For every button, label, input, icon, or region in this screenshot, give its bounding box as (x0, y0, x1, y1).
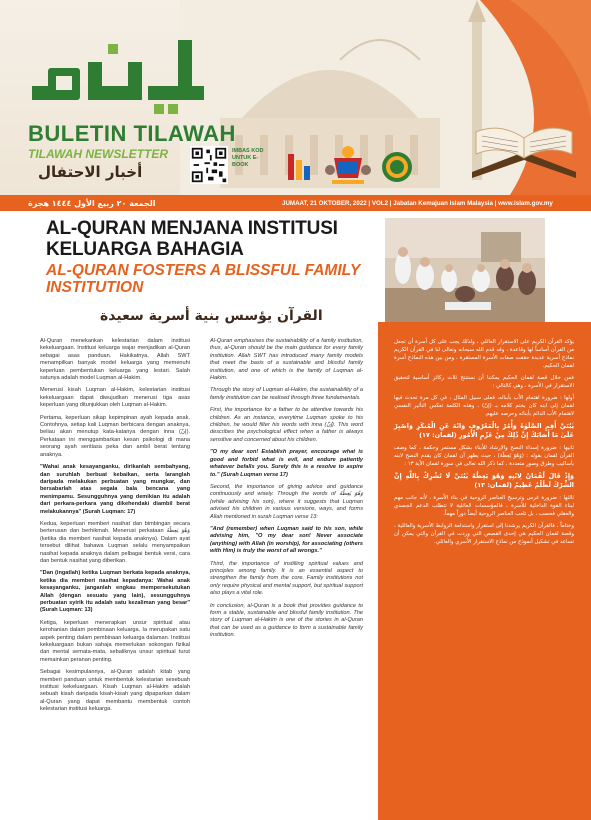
family-photo (385, 218, 545, 322)
paragraph: Third, the importance of instilling spiritual values and principles among family. It is an essential aspect to strengthen the family from the core. Family institutions not only require physical and mental support, but spiritual support also plays a vital role. (210, 560, 363, 597)
paragraph: Kedua, keperluan memberi nasihat dan bimbingan secara berterusan dan berhikmah. Menerusi perkataan وَهُوَ يَعِظُهُ (ketika dia memberi nasihat kepada anaknya). Dalam ayat tersebut dilihat bahawa Luqman selalu menyampaikan nasihat kepada anaknya dalam pelbagai bentuk versi, cara dan bentuk nasihat yang diberikan. (40, 520, 190, 564)
article-title-english: AL-QURAN FOSTERS A BLISSFUL FAMILY INSTITUTION (46, 262, 361, 296)
issue-details: JUMAAT, 21 OKTOBER, 2022 | VOL2 | Jabatan Kemajuan Islam Malaysia | www.islam.gov.my (282, 199, 553, 207)
paragraph: أولها : ضرورة اهتمام الأب بأبنائه، فعلى سبيل المثال ، في كل مرة تحدث فيها لقمان إلى ابنه كان يختم كلامه بـ (إنّ) ، وهذه الكلمة تعكس التأثير النفسي لاهتمام الأب الدائم بأبنائه وحرصه عليهم. (394, 395, 574, 417)
paragraph: وختاماً ، فالقرآن الكريم يرشدنا إلى استقرار واستدامة الروابط الأسرية والعائلية ، وقصة لقمان الحكيم هي إحدى القصص التي وردت في القرآن والتي يمكن أن تساعد في تشكيل أنموذج من نماذج الاستقرار الأسري والعائلي. (394, 523, 574, 545)
malay-column (40, 338, 190, 719)
paragraph: First, the importance for a father to be attentive towards his children. As an instance, everytime Luqman spoke to his children, he would filter his words with inna (إنّ). This word describes the psychological effect when a father is always sensitive and concerned about his children. (210, 407, 363, 443)
paragraph: Al-Quran menekankan kelestarian dalam institusi kekeluargaan. Institusi keluarga wajar menjadikan al-Quran sebagai asas panduan. Hakikatnya, Allah SWT menampilkan banyak model keluarga yang memenuhi keperluan pembentukan keluarga yang lestari. Salah satunya adalah model Luqman al-Hakim. (40, 338, 190, 382)
arabic-column (394, 338, 574, 550)
agency-logo-icon (282, 150, 316, 184)
paragraph: ثالثها : ضرورة غرس وترسيخ العناصر الروحية في بناء الأسرة ، لأنه جانب مهم لبناء القوة الداخلية للأسرة ، فالمؤسسات العائلية لا تتطلب الدعم الجسدي والعقلي فحسب ، بل تلعب العناصر الروحية أيضاً دوراً مهماً. (394, 495, 574, 517)
masthead (0, 0, 591, 195)
jakim-logo-icon (380, 150, 414, 184)
quran-verse: وَإِذْ قَالَ لُقْمَانُ لِابْنِهِ وَهُوَ يَعِظُهُ يٰبُنَيَّ لَا تُشْرِكْ بِاللَّهِ إِنَّ الشِّرْكَ لَظُلْمٌ عَظِيمٌ (لقمان: ١٣) (394, 472, 574, 489)
quran-verse: يٰبُنَيَّ أَقِمِ الصَّلَوٰةَ وَأْمُرْ بِالْمَعْرُوفِ وَانْهَ عَنِ الْمُنكَرِ وَاصْبِرْ عَلَىٰ مَا أَصَابَكَ إِنَّ ذَٰلِكَ مِنْ عَزْمِ الْأُمُورِ (لقمان: ١٧) (394, 422, 574, 439)
article-title-arabic: القرآن يؤسس بنية أسرية سعيدة (100, 308, 323, 324)
paragraph: Menerusi kisah Luqman al-Hakim, kelestarian institusi kekeluargaan dapat diwujudkan menerusi tiga asas keperluan yang ditunjukkan oleh Luqman al-Hakim. (40, 387, 190, 409)
arabic-date: الجمعة ٢٠ ربيع الأول ١٤٤٤ هجرة (28, 198, 156, 208)
paragraph: In conclusion, al-Quran is a book that provides guidance to form a stable, sustainable and blissful family institution. The story of Luqman al-Hakim is one of the stories in al-Quran that can be used as a guidance to form a sustainable family institution. (210, 602, 363, 639)
english-column (210, 338, 363, 645)
paragraph: Sebagai kesimpulannya, al-Quran adalah kitab yang memberi panduan untuk membentuk kelestarian sesebuah institusi kekeluargaan. Kisah Luqman al-Hakim adalah sebuah kisah daripada kisah-kisah yang dipaparkan dalam al-Quran yang dapat membantu membentuk contoh kelestarian institusi keluarga. (40, 669, 190, 713)
qr-code-icon[interactable] (190, 146, 228, 184)
article-title-malay: AL-QURAN MENJANA INSTITUSI KELUARGA BAHAGIA (46, 218, 338, 260)
arabic-tagline: أخبار الاحتفال (38, 163, 143, 181)
qr-label: IMBAS KOD UNTUK E-BOOK (232, 148, 264, 168)
newsletter-title: BULETIN TILAWAH (28, 121, 236, 146)
paragraph: Pertama, keperluan sikap kepimpinan ayah kepada anak. Contohnya, setiap kali Luqman berbicara dengan anaknya, beliau akan menutup kata-katanya dengan inna (إنّ). Perkataan ini menggambarkan kesan psikologi di mana seorang ayah sentiasa peka dan ambil berat tentang anaknya. (40, 414, 190, 458)
coat-of-arms-icon (324, 144, 372, 186)
open-quran-icon (462, 112, 586, 186)
quote: "And (remember) when Luqman said to his son, while advising him, "O my dear son! Never associate (anything) with Allah (in worship), for associating (others with Him) is truly the worst of all wrongs." (210, 525, 363, 555)
tilawah-logo-icon (28, 32, 218, 118)
paragraph: Al-Quran emphasises the sustainability of a family institution, thus, al-Quran should be the main guidance for every family institution. Allah SWT has introduced many family models that meet the basis of a sustainable and blissful family institution, and one of which is the family of Luqman al-Hakim. (210, 338, 363, 382)
quote: "Wahai anak kesayanganku, dirikanlah sembahyang, dan suruhlah berbuat kebaikan, serta laranglah daripada melakukan perbuatan yang mungkar, dan bersabarlah atas segala bala bencana yang menimpamu. Sesungguhnya yang demikian itu adalah dari perkara-perkara yang dikehendaki diambil berat melakukannya" (Surah Luqman: 17) (40, 464, 190, 515)
quote: "Dan (ingatlah) ketika Luqman berkata kepada anaknya, ketika dia memberi nasihat kepadanya: Wahai anak kesayanganku, janganlah engkau mempersekutukan Allah (dengan sesuatu yang lain), sesungguhnya perbuatan syirik itu adalah satu kezaliman yang besar" (Surah Luqman: 13) (40, 570, 190, 614)
paragraph: Ketiga, keperluan menerapkan unsur spiritual atau kerohanian dalam pembinaan keluarga. Ia merupakan satu aspek penting dalam pembinaan keluarga dalaman. Institusi kekeluargaan bukan sahaja memerlukan sokongan fizikal dan mental semata-mata, sebaliknya unsur spiritual turut memainkan peranan penting. (40, 619, 190, 663)
info-bar (0, 195, 591, 211)
paragraph: ثانيها : ضرورة إسداء النصح والإرشاد للأبناء بشكل مستمر وحكمة ، كما وصف القرآن لقمان بقوله : (وَهُوَ يَعِظُهُ) ، حيث يظهر أن لقمان كان يقدم النصح لابنه بأساليب وطرق وصور متعددة ، كما ذكر الله تعالى في سورة لقمان الآية ١٣ : (394, 445, 574, 467)
paragraph: يؤكد القرآن الكريم على الاستقرار العائلي ، ولذلك يجب على كل أسرة أن تجعل من القرآن أساساً لها وقاعدة ، وقد قدم الله سبحانه وتعالى لنا في القرآن الكريم نماذج أسرية عديدة حققت صفات الأسرة المستقرة ، ومن بين هذه النماذج أسرة لقمان الحكيم. (394, 339, 574, 369)
paragraph: Second, the importance of giving advice and guidance continuously and wisely. Through the words of وَهُوَ يَعِظُهُ (while advising his son), where it suggests that Luqman advised his children in various versions, ways, and forms Allah mentioned in surah Luqman verse 13: (210, 483, 363, 520)
paragraph: Through the story of Luqman al-Hakim, the sustainability of a family institution can be realised through three fundamentals. (210, 387, 363, 401)
paragraph: فمن خلال قصة لقمان الحكيم يمكننا أن نستنتج ثلاث ركائز أساسية لتحقيق الاستقرار في الأسرة ، وهي كالتالي : (394, 375, 574, 389)
newsletter-subtitle: TILAWAH NEWSLETTER (28, 147, 168, 161)
quote: "O my dear son! Establish prayer, encourage what is good and forbid what is evil, and endure patiently whatever befalls you. Surely this is a resolve to aspire to." (Surah Luqman verse 17) (210, 449, 363, 478)
